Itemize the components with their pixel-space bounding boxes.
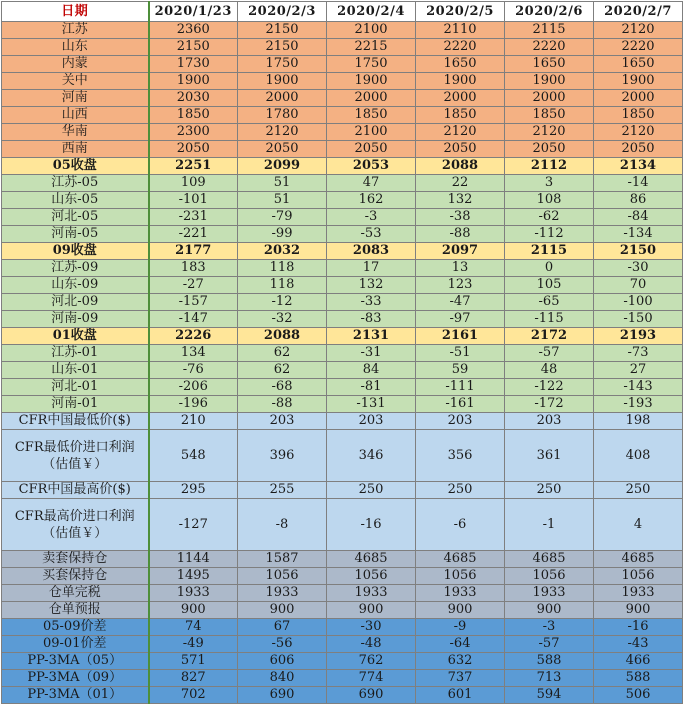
- row-label-cell[interactable]: PP-3MA（09）: [2, 670, 149, 687]
- value-cell[interactable]: 1056: [594, 568, 683, 585]
- value-cell[interactable]: 2161: [416, 328, 505, 345]
- value-cell[interactable]: 900: [327, 602, 416, 619]
- value-cell[interactable]: 408: [594, 430, 683, 482]
- row-label-cell[interactable]: 河北-09: [2, 294, 149, 311]
- value-cell[interactable]: -43: [594, 636, 683, 653]
- value-cell[interactable]: 250: [505, 482, 594, 499]
- value-cell[interactable]: 2150: [594, 243, 683, 260]
- value-cell[interactable]: -134: [594, 226, 683, 243]
- table-row: [2, 39, 683, 56]
- value-cell[interactable]: 118: [238, 277, 327, 294]
- value-cell[interactable]: 210: [149, 413, 238, 430]
- value-cell[interactable]: 702: [149, 687, 238, 704]
- value-cell[interactable]: -157: [149, 294, 238, 311]
- value-cell[interactable]: 123: [416, 277, 505, 294]
- value-cell[interactable]: 2150: [238, 22, 327, 39]
- value-cell[interactable]: 47: [327, 175, 416, 192]
- table-row: [2, 175, 683, 192]
- value-cell[interactable]: -115: [505, 311, 594, 328]
- table-row: [2, 73, 683, 90]
- value-cell[interactable]: 588: [505, 653, 594, 670]
- table-row: [2, 568, 683, 585]
- value-cell[interactable]: 1850: [327, 107, 416, 124]
- value-cell[interactable]: 132: [327, 277, 416, 294]
- value-cell[interactable]: 900: [416, 602, 505, 619]
- date-header[interactable]: 2020/2/5: [416, 2, 505, 22]
- value-cell[interactable]: 74: [149, 619, 238, 636]
- table-row: [2, 362, 683, 379]
- value-cell[interactable]: 2000: [594, 90, 683, 107]
- value-cell[interactable]: 4685: [416, 551, 505, 568]
- row-label-cell[interactable]: 江苏: [2, 22, 149, 39]
- table-row: [2, 277, 683, 294]
- value-cell[interactable]: 900: [594, 602, 683, 619]
- table-row: [2, 22, 683, 39]
- value-cell[interactable]: 2131: [327, 328, 416, 345]
- value-cell[interactable]: 2050: [594, 141, 683, 158]
- value-cell[interactable]: 1144: [149, 551, 238, 568]
- value-cell[interactable]: 1495: [149, 568, 238, 585]
- value-cell[interactable]: 250: [416, 482, 505, 499]
- value-cell[interactable]: -64: [416, 636, 505, 653]
- row-label-cell[interactable]: PP-3MA（05）: [2, 653, 149, 670]
- value-cell[interactable]: 346: [327, 430, 416, 482]
- value-cell[interactable]: 1850: [149, 107, 238, 124]
- value-cell[interactable]: 1730: [149, 56, 238, 73]
- value-cell[interactable]: 1056: [238, 568, 327, 585]
- value-cell[interactable]: -9: [416, 619, 505, 636]
- value-cell[interactable]: 1587: [238, 551, 327, 568]
- row-label-cell[interactable]: 05收盘: [2, 158, 149, 175]
- value-cell[interactable]: 62: [238, 362, 327, 379]
- value-cell[interactable]: 1056: [416, 568, 505, 585]
- value-cell[interactable]: -30: [594, 260, 683, 277]
- table-row: [2, 551, 683, 568]
- value-cell[interactable]: 2220: [594, 39, 683, 56]
- value-cell[interactable]: 105: [505, 277, 594, 294]
- value-cell[interactable]: 1056: [505, 568, 594, 585]
- table-row: [2, 311, 683, 328]
- table-row: [2, 345, 683, 362]
- table-row: [2, 90, 683, 107]
- value-cell[interactable]: 1900: [149, 73, 238, 90]
- value-cell[interactable]: 1933: [238, 585, 327, 602]
- value-cell[interactable]: 466: [594, 653, 683, 670]
- value-cell[interactable]: 571: [149, 653, 238, 670]
- date-header[interactable]: 2020/1/23: [149, 2, 238, 22]
- value-cell[interactable]: -122: [505, 379, 594, 396]
- value-cell[interactable]: 1900: [416, 73, 505, 90]
- value-cell[interactable]: -68: [238, 379, 327, 396]
- value-cell[interactable]: 548: [149, 430, 238, 482]
- value-cell[interactable]: 203: [238, 413, 327, 430]
- value-cell[interactable]: -83: [327, 311, 416, 328]
- row-label-cell[interactable]: 仓单预报: [2, 602, 149, 619]
- value-cell[interactable]: 4: [594, 499, 683, 551]
- value-cell[interactable]: 2083: [327, 243, 416, 260]
- value-cell[interactable]: 594: [505, 687, 594, 704]
- value-cell[interactable]: 2215: [327, 39, 416, 56]
- value-cell[interactable]: -206: [149, 379, 238, 396]
- value-cell[interactable]: -88: [238, 396, 327, 413]
- row-label-cell[interactable]: 05-09价差: [2, 619, 149, 636]
- value-cell[interactable]: 1900: [594, 73, 683, 90]
- value-cell[interactable]: -16: [327, 499, 416, 551]
- value-cell[interactable]: -65: [505, 294, 594, 311]
- row-label-cell[interactable]: CFR中国最低价($): [2, 413, 149, 430]
- value-cell[interactable]: 2050: [238, 141, 327, 158]
- value-cell[interactable]: 2120: [594, 22, 683, 39]
- value-cell[interactable]: 2251: [149, 158, 238, 175]
- value-cell[interactable]: 295: [149, 482, 238, 499]
- value-cell[interactable]: -53: [327, 226, 416, 243]
- row-label-cell[interactable]: 09收盘: [2, 243, 149, 260]
- value-cell[interactable]: 22: [416, 175, 505, 192]
- value-cell[interactable]: 840: [238, 670, 327, 687]
- table-row: [2, 619, 683, 636]
- row-label-cell[interactable]: 卖套保持仓: [2, 551, 149, 568]
- value-cell[interactable]: -196: [149, 396, 238, 413]
- table-row: [2, 260, 683, 277]
- row-label-cell[interactable]: CFR最低价进口利润（估值￥）: [2, 430, 149, 482]
- value-cell[interactable]: -150: [594, 311, 683, 328]
- value-cell[interactable]: 1750: [238, 56, 327, 73]
- value-cell[interactable]: 1650: [594, 56, 683, 73]
- value-cell[interactable]: 203: [327, 413, 416, 430]
- value-cell[interactable]: 2226: [149, 328, 238, 345]
- value-cell[interactable]: 1900: [238, 73, 327, 90]
- value-cell[interactable]: -111: [416, 379, 505, 396]
- value-cell[interactable]: 2115: [505, 243, 594, 260]
- table-row: [2, 670, 683, 687]
- date-header-label[interactable]: 日期: [2, 2, 149, 22]
- row-label-cell[interactable]: 山西: [2, 107, 149, 124]
- row-label-cell[interactable]: 仓单完税: [2, 585, 149, 602]
- value-cell[interactable]: 2100: [327, 22, 416, 39]
- row-label-cell[interactable]: 山东-05: [2, 192, 149, 209]
- value-cell[interactable]: -101: [149, 192, 238, 209]
- value-cell[interactable]: -79: [238, 209, 327, 226]
- value-cell[interactable]: -143: [594, 379, 683, 396]
- value-cell[interactable]: 2088: [416, 158, 505, 175]
- value-cell[interactable]: 827: [149, 670, 238, 687]
- value-cell[interactable]: 601: [416, 687, 505, 704]
- value-cell[interactable]: -231: [149, 209, 238, 226]
- row-label-cell[interactable]: 山东: [2, 39, 149, 56]
- value-cell[interactable]: -38: [416, 209, 505, 226]
- value-cell[interactable]: 134: [149, 345, 238, 362]
- value-cell[interactable]: 2032: [238, 243, 327, 260]
- value-cell[interactable]: 2220: [505, 39, 594, 56]
- value-cell[interactable]: 632: [416, 653, 505, 670]
- value-cell[interactable]: 1650: [416, 56, 505, 73]
- row-label-cell[interactable]: 河南-09: [2, 311, 149, 328]
- value-cell[interactable]: 250: [327, 482, 416, 499]
- value-cell[interactable]: 67: [238, 619, 327, 636]
- table-row: [2, 124, 683, 141]
- value-cell[interactable]: -147: [149, 311, 238, 328]
- table-row: [2, 158, 683, 175]
- value-cell[interactable]: 713: [505, 670, 594, 687]
- value-cell[interactable]: 48: [505, 362, 594, 379]
- value-cell[interactable]: 2050: [416, 141, 505, 158]
- table-row: [2, 636, 683, 653]
- table-row: [2, 192, 683, 209]
- value-cell[interactable]: 690: [238, 687, 327, 704]
- value-cell[interactable]: 356: [416, 430, 505, 482]
- value-cell[interactable]: 396: [238, 430, 327, 482]
- value-cell[interactable]: 588: [594, 670, 683, 687]
- value-cell[interactable]: 2193: [594, 328, 683, 345]
- row-label-cell[interactable]: 河北-05: [2, 209, 149, 226]
- table-row: [2, 430, 683, 482]
- value-cell[interactable]: -6: [416, 499, 505, 551]
- value-cell[interactable]: 900: [149, 602, 238, 619]
- value-cell[interactable]: -100: [594, 294, 683, 311]
- value-cell[interactable]: -62: [505, 209, 594, 226]
- value-cell[interactable]: 2000: [238, 90, 327, 107]
- value-cell[interactable]: -88: [416, 226, 505, 243]
- value-cell[interactable]: 2000: [505, 90, 594, 107]
- value-cell[interactable]: 250: [594, 482, 683, 499]
- value-cell[interactable]: 84: [327, 362, 416, 379]
- value-cell[interactable]: 132: [416, 192, 505, 209]
- value-cell[interactable]: 4685: [327, 551, 416, 568]
- value-cell[interactable]: 1850: [416, 107, 505, 124]
- row-label-cell[interactable]: 江苏-05: [2, 175, 149, 192]
- value-cell[interactable]: -84: [594, 209, 683, 226]
- value-cell[interactable]: 2053: [327, 158, 416, 175]
- value-cell[interactable]: 0: [505, 260, 594, 277]
- value-cell[interactable]: -172: [505, 396, 594, 413]
- value-cell[interactable]: -56: [238, 636, 327, 653]
- value-cell[interactable]: -3: [327, 209, 416, 226]
- value-cell[interactable]: 690: [327, 687, 416, 704]
- value-cell[interactable]: 13: [416, 260, 505, 277]
- row-label-cell[interactable]: 买套保持仓: [2, 568, 149, 585]
- table-row: [2, 294, 683, 311]
- value-cell[interactable]: 2110: [416, 22, 505, 39]
- value-cell[interactable]: -30: [327, 619, 416, 636]
- table-row: [2, 107, 683, 124]
- value-cell[interactable]: 3: [505, 175, 594, 192]
- table-row: [2, 56, 683, 73]
- value-cell[interactable]: 1056: [327, 568, 416, 585]
- date-header[interactable]: 2020/2/4: [327, 2, 416, 22]
- value-cell[interactable]: -131: [327, 396, 416, 413]
- value-cell[interactable]: 2112: [505, 158, 594, 175]
- row-label-cell[interactable]: 山东-01: [2, 362, 149, 379]
- value-cell[interactable]: 17: [327, 260, 416, 277]
- row-label-cell[interactable]: 关中: [2, 73, 149, 90]
- row-label-cell[interactable]: 西南: [2, 141, 149, 158]
- value-cell[interactable]: -81: [327, 379, 416, 396]
- value-cell[interactable]: 4685: [594, 551, 683, 568]
- value-cell[interactable]: 506: [594, 687, 683, 704]
- date-header[interactable]: 2020/2/6: [505, 2, 594, 22]
- value-cell[interactable]: 27: [594, 362, 683, 379]
- value-cell[interactable]: 2220: [416, 39, 505, 56]
- value-cell[interactable]: 1900: [505, 73, 594, 90]
- table-row: [2, 141, 683, 158]
- value-cell[interactable]: -31: [327, 345, 416, 362]
- table-row: [2, 226, 683, 243]
- value-cell[interactable]: -127: [149, 499, 238, 551]
- value-cell[interactable]: -3: [505, 619, 594, 636]
- row-label-cell[interactable]: CFR中国最高价($): [2, 482, 149, 499]
- value-cell[interactable]: 1933: [505, 585, 594, 602]
- date-header[interactable]: 2020/2/3: [238, 2, 327, 22]
- table-row: [2, 687, 683, 704]
- row-label-cell[interactable]: 河南-01: [2, 396, 149, 413]
- value-cell[interactable]: 2099: [238, 158, 327, 175]
- value-cell[interactable]: 1780: [238, 107, 327, 124]
- row-label-cell[interactable]: 内蒙: [2, 56, 149, 73]
- value-cell[interactable]: 162: [327, 192, 416, 209]
- value-cell[interactable]: 1750: [327, 56, 416, 73]
- table-row: [2, 243, 683, 260]
- value-cell[interactable]: 1650: [505, 56, 594, 73]
- value-cell[interactable]: 86: [594, 192, 683, 209]
- value-cell[interactable]: 1933: [327, 585, 416, 602]
- value-cell[interactable]: -73: [594, 345, 683, 362]
- value-cell[interactable]: -161: [416, 396, 505, 413]
- value-cell[interactable]: 2150: [149, 39, 238, 56]
- value-cell[interactable]: -14: [594, 175, 683, 192]
- table-row: [2, 379, 683, 396]
- table-row: [2, 653, 683, 670]
- value-cell[interactable]: 198: [594, 413, 683, 430]
- value-cell[interactable]: 2150: [238, 39, 327, 56]
- value-cell[interactable]: 2360: [149, 22, 238, 39]
- row-label-cell[interactable]: 江苏-01: [2, 345, 149, 362]
- value-cell[interactable]: 2088: [238, 328, 327, 345]
- value-cell[interactable]: -221: [149, 226, 238, 243]
- value-cell[interactable]: 2100: [327, 124, 416, 141]
- value-cell[interactable]: 70: [594, 277, 683, 294]
- value-cell[interactable]: 2000: [327, 90, 416, 107]
- value-cell[interactable]: 2050: [327, 141, 416, 158]
- value-cell[interactable]: 606: [238, 653, 327, 670]
- value-cell[interactable]: -57: [505, 636, 594, 653]
- row-label-cell[interactable]: 01收盘: [2, 328, 149, 345]
- table-row: [2, 602, 683, 619]
- value-cell[interactable]: -193: [594, 396, 683, 413]
- table-row: [2, 413, 683, 430]
- value-cell[interactable]: -47: [416, 294, 505, 311]
- value-cell[interactable]: 1900: [327, 73, 416, 90]
- value-cell[interactable]: 62: [238, 345, 327, 362]
- value-cell[interactable]: 51: [238, 175, 327, 192]
- value-cell[interactable]: 1933: [416, 585, 505, 602]
- row-label-cell[interactable]: 华南: [2, 124, 149, 141]
- value-cell[interactable]: -1: [505, 499, 594, 551]
- value-cell[interactable]: 361: [505, 430, 594, 482]
- value-cell[interactable]: -97: [416, 311, 505, 328]
- value-cell[interactable]: -32: [238, 311, 327, 328]
- value-cell[interactable]: 1850: [594, 107, 683, 124]
- value-cell[interactable]: 255: [238, 482, 327, 499]
- value-cell[interactable]: 2120: [416, 124, 505, 141]
- value-cell[interactable]: 1850: [505, 107, 594, 124]
- value-cell[interactable]: -112: [505, 226, 594, 243]
- date-header[interactable]: 2020/2/7: [594, 2, 683, 22]
- table-row: [2, 209, 683, 226]
- value-cell[interactable]: 109: [149, 175, 238, 192]
- row-label-cell[interactable]: 09-01价差: [2, 636, 149, 653]
- value-cell[interactable]: 900: [505, 602, 594, 619]
- value-cell[interactable]: -16: [594, 619, 683, 636]
- value-cell[interactable]: -12: [238, 294, 327, 311]
- price-spread-table: [1, 1, 683, 704]
- value-cell[interactable]: -99: [238, 226, 327, 243]
- table-row: [2, 396, 683, 413]
- table-row: [2, 499, 683, 551]
- value-cell[interactable]: 118: [238, 260, 327, 277]
- row-label-cell[interactable]: 河南-05: [2, 226, 149, 243]
- value-cell[interactable]: 203: [505, 413, 594, 430]
- row-label-cell[interactable]: 江苏-09: [2, 260, 149, 277]
- value-cell[interactable]: 2172: [505, 328, 594, 345]
- value-cell[interactable]: -49: [149, 636, 238, 653]
- row-label-cell[interactable]: PP-3MA（01）: [2, 687, 149, 704]
- value-cell[interactable]: 2120: [594, 124, 683, 141]
- value-cell[interactable]: 203: [416, 413, 505, 430]
- value-cell[interactable]: 183: [149, 260, 238, 277]
- value-cell[interactable]: 737: [416, 670, 505, 687]
- value-cell[interactable]: 1933: [594, 585, 683, 602]
- table-row: [2, 328, 683, 345]
- value-cell[interactable]: 4685: [505, 551, 594, 568]
- value-cell[interactable]: 2030: [149, 90, 238, 107]
- table-row: [2, 585, 683, 602]
- table-row: [2, 482, 683, 499]
- row-label-cell[interactable]: CFR最高价进口利润（估值￥）: [2, 499, 149, 551]
- value-cell[interactable]: -51: [416, 345, 505, 362]
- value-cell[interactable]: 774: [327, 670, 416, 687]
- value-cell[interactable]: -48: [327, 636, 416, 653]
- row-label-cell[interactable]: 河南: [2, 90, 149, 107]
- value-cell[interactable]: 762: [327, 653, 416, 670]
- value-cell[interactable]: 2300: [149, 124, 238, 141]
- value-cell[interactable]: 1933: [149, 585, 238, 602]
- value-cell[interactable]: 2097: [416, 243, 505, 260]
- row-label-cell[interactable]: 山东-09: [2, 277, 149, 294]
- row-label-cell[interactable]: 河北-01: [2, 379, 149, 396]
- header-row: [2, 2, 683, 22]
- value-cell[interactable]: 59: [416, 362, 505, 379]
- value-cell[interactable]: 2177: [149, 243, 238, 260]
- value-cell[interactable]: 51: [238, 192, 327, 209]
- value-cell[interactable]: 2050: [149, 141, 238, 158]
- value-cell[interactable]: 2115: [505, 22, 594, 39]
- value-cell[interactable]: -27: [149, 277, 238, 294]
- value-cell[interactable]: 108: [505, 192, 594, 209]
- value-cell[interactable]: -33: [327, 294, 416, 311]
- value-cell[interactable]: 2120: [505, 124, 594, 141]
- value-cell[interactable]: 2120: [238, 124, 327, 141]
- value-cell[interactable]: 2050: [505, 141, 594, 158]
- value-cell[interactable]: -76: [149, 362, 238, 379]
- value-cell[interactable]: 2000: [416, 90, 505, 107]
- value-cell[interactable]: -8: [238, 499, 327, 551]
- value-cell[interactable]: 2134: [594, 158, 683, 175]
- table-body: [2, 22, 683, 704]
- value-cell[interactable]: -57: [505, 345, 594, 362]
- value-cell[interactable]: 900: [238, 602, 327, 619]
